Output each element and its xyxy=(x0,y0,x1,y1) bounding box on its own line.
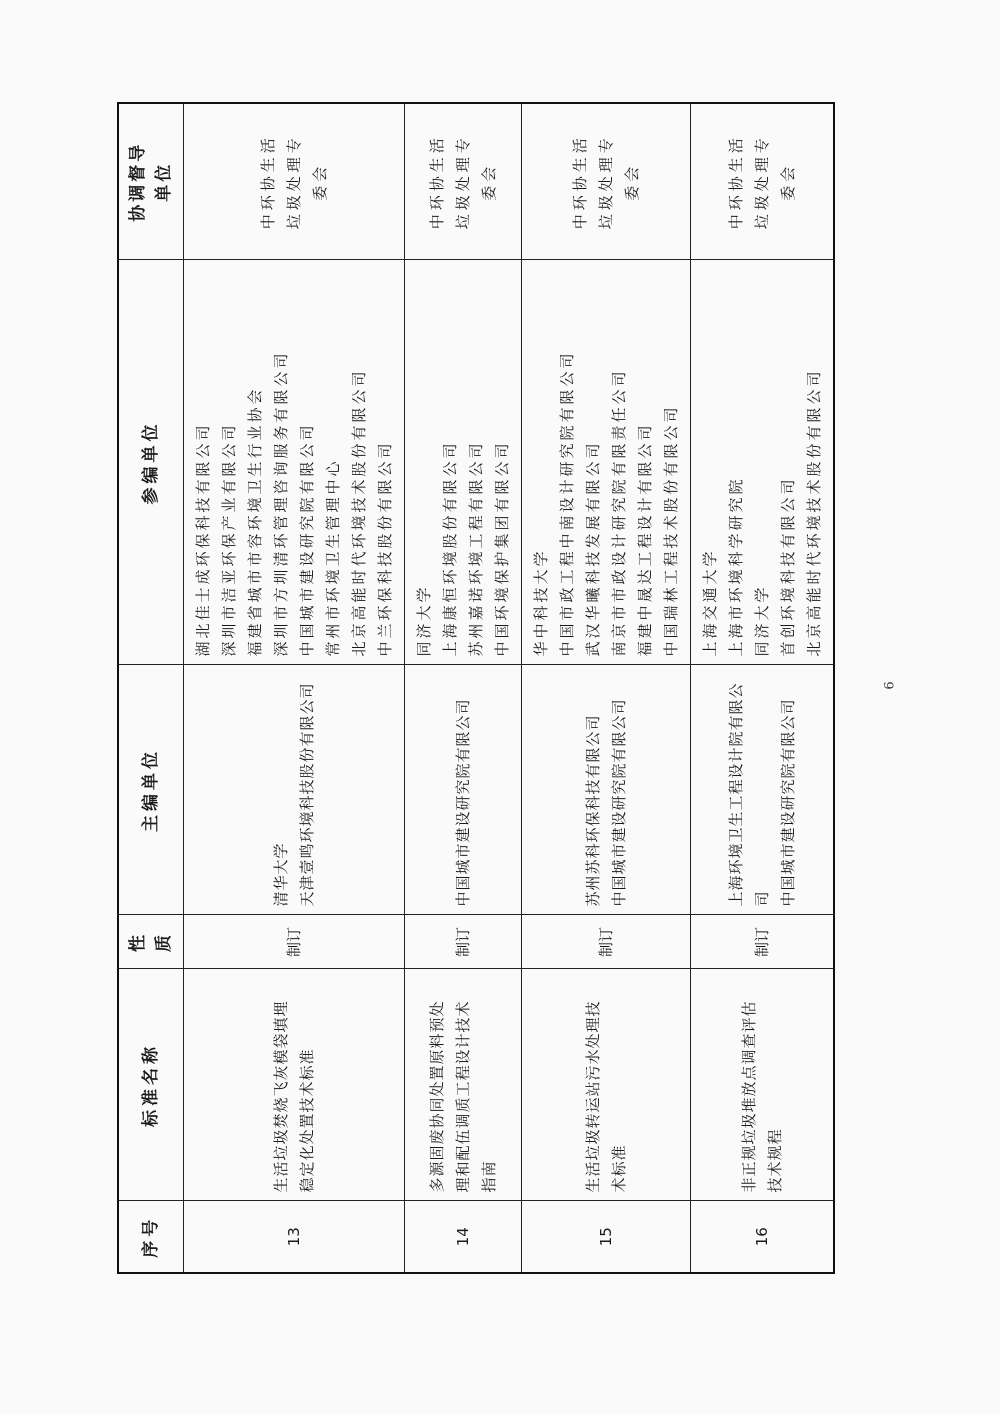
participant-line: 华中科技大学 xyxy=(532,548,550,657)
coord-line: 中环协生活 xyxy=(727,134,745,230)
main-unit-line: 清华大学 xyxy=(272,842,290,907)
table-header-row xyxy=(118,103,184,1273)
page-number: 6 xyxy=(882,681,898,690)
row-seq: 16 xyxy=(691,1201,835,1273)
coord-line: 垃圾处理专 xyxy=(753,134,771,230)
header-coord-line2: 单位 xyxy=(154,161,174,202)
participant-line: 福建中晟达工程设计有限公司 xyxy=(636,422,654,657)
participant-line: 上海康恒环境股份有限公司 xyxy=(441,440,459,657)
main-unit-line: 上海环境卫生工程设计院有限公司 xyxy=(727,682,771,907)
participant-line: 北京高能时代环境技术股份有限公司 xyxy=(350,368,368,657)
row-standard-name xyxy=(405,969,522,1201)
main-unit-line: 天津壹鸣环境科技股份有限公司 xyxy=(298,682,316,907)
header-seq: 序号 xyxy=(118,1201,184,1273)
main-unit-line: 中国城市建设研究院有限公司 xyxy=(779,698,797,907)
header-nature-line2: 质 xyxy=(154,932,174,952)
header-name: 标准名称 xyxy=(118,969,184,1201)
name-line: 多源固废协同处置原料预处 xyxy=(428,1000,446,1193)
main-unit-line: 中国城市建设研究院有限公司 xyxy=(454,698,472,907)
header-nature-line1: 性 xyxy=(128,932,148,952)
row-coord-unit xyxy=(184,103,405,260)
coord-line: 委会 xyxy=(480,162,498,201)
coord-line: 垃圾处理专 xyxy=(454,134,472,230)
coord-line: 中环协生活 xyxy=(428,134,446,230)
name-line: 生活垃圾转运站污水处理技 xyxy=(584,1000,602,1193)
row-main-unit xyxy=(184,665,405,915)
row-main-unit xyxy=(522,665,691,915)
row-seq: 14 xyxy=(405,1201,522,1273)
participant-line: 常州市环境卫生管理中心 xyxy=(324,458,342,657)
row-seq: 15 xyxy=(522,1201,691,1273)
main-unit-line: 中国城市建设研究院有限公司 xyxy=(610,698,628,907)
row-main-unit xyxy=(405,665,522,915)
row-coord-unit xyxy=(405,103,522,260)
row-nature: 制订 xyxy=(405,915,522,969)
row-standard-name xyxy=(184,969,405,1201)
coord-line: 垃圾处理专 xyxy=(597,134,615,230)
coord-line: 垃圾处理专 xyxy=(285,134,303,230)
name-line: 稳定化处置技术标准 xyxy=(298,1048,316,1193)
rotated-table-wrapper xyxy=(117,104,827,1274)
name-line: 生活垃圾焚烧飞灰模袋填埋 xyxy=(272,1000,290,1193)
participant-line: 中国城市建设研究院有限公司 xyxy=(298,422,316,657)
row-participants xyxy=(691,260,835,665)
participant-line: 中国瑞林工程技术股份有限公司 xyxy=(662,404,680,657)
participant-line: 中兰环保科技股份有限公司 xyxy=(376,440,394,657)
row-participants xyxy=(522,260,691,665)
name-line: 非正规垃圾堆放点调查评估 xyxy=(740,1000,758,1193)
header-main-unit: 主编单位 xyxy=(118,665,184,915)
row-nature: 制订 xyxy=(522,915,691,969)
participant-line: 中国市政工程中南设计研究院有限公司 xyxy=(558,350,576,657)
coord-line: 委会 xyxy=(779,162,797,201)
table-row xyxy=(184,103,405,1273)
name-line: 理和配伍调质工程设计技术 xyxy=(454,1000,472,1193)
header-coord xyxy=(118,103,184,260)
coord-line: 中环协生活 xyxy=(259,134,277,230)
row-main-unit xyxy=(691,665,835,915)
table-row xyxy=(691,103,835,1273)
participant-line: 北京高能时代环境技术股份有限公司 xyxy=(805,368,823,657)
row-participants xyxy=(184,260,405,665)
participant-line: 深圳市洁亚环保产业有限公司 xyxy=(220,422,238,657)
row-coord-unit xyxy=(691,103,835,260)
name-line: 技术规程 xyxy=(766,1128,784,1193)
participant-line: 深圳市方圳清环管理咨询服务有限公司 xyxy=(272,350,290,657)
participant-line: 中国环境保护集团有限公司 xyxy=(493,440,511,657)
coord-line: 中环协生活 xyxy=(571,134,589,230)
row-nature: 制订 xyxy=(184,915,405,969)
participant-line: 首创环境科技有限公司 xyxy=(779,476,797,657)
standards-table xyxy=(117,102,835,1274)
participant-line: 福建省城市市容环境卫生行业协会 xyxy=(246,386,264,657)
participant-line: 上海市环境科学研究院 xyxy=(727,476,745,657)
participant-line: 南京市市政设计研究院有限责任公司 xyxy=(610,368,628,657)
participant-line: 同济大学 xyxy=(753,584,771,657)
participant-line: 同济大学 xyxy=(415,584,433,657)
row-nature: 制订 xyxy=(691,915,835,969)
row-seq: 13 xyxy=(184,1201,405,1273)
row-participants xyxy=(405,260,522,665)
participant-line: 苏州嘉诺环境工程有限公司 xyxy=(467,440,485,657)
row-standard-name xyxy=(691,969,835,1201)
header-participants: 参编单位 xyxy=(118,260,184,665)
table-row xyxy=(522,103,691,1273)
participant-line: 湖北佳士成环保科技有限公司 xyxy=(194,422,212,657)
row-standard-name xyxy=(522,969,691,1201)
coord-line: 委会 xyxy=(311,162,329,201)
table-row xyxy=(405,103,522,1273)
row-coord-unit xyxy=(522,103,691,260)
participant-line: 武汉华曦科技发展有限公司 xyxy=(584,440,602,657)
header-coord-line1: 协调督导 xyxy=(128,141,148,222)
header-nature xyxy=(118,915,184,969)
coord-line: 委会 xyxy=(623,162,641,201)
participant-line: 上海交通大学 xyxy=(701,548,719,657)
name-line: 术标准 xyxy=(610,1144,628,1193)
name-line: 指南 xyxy=(480,1160,498,1193)
main-unit-line: 苏州苏科环保科技有限公司 xyxy=(584,714,602,907)
